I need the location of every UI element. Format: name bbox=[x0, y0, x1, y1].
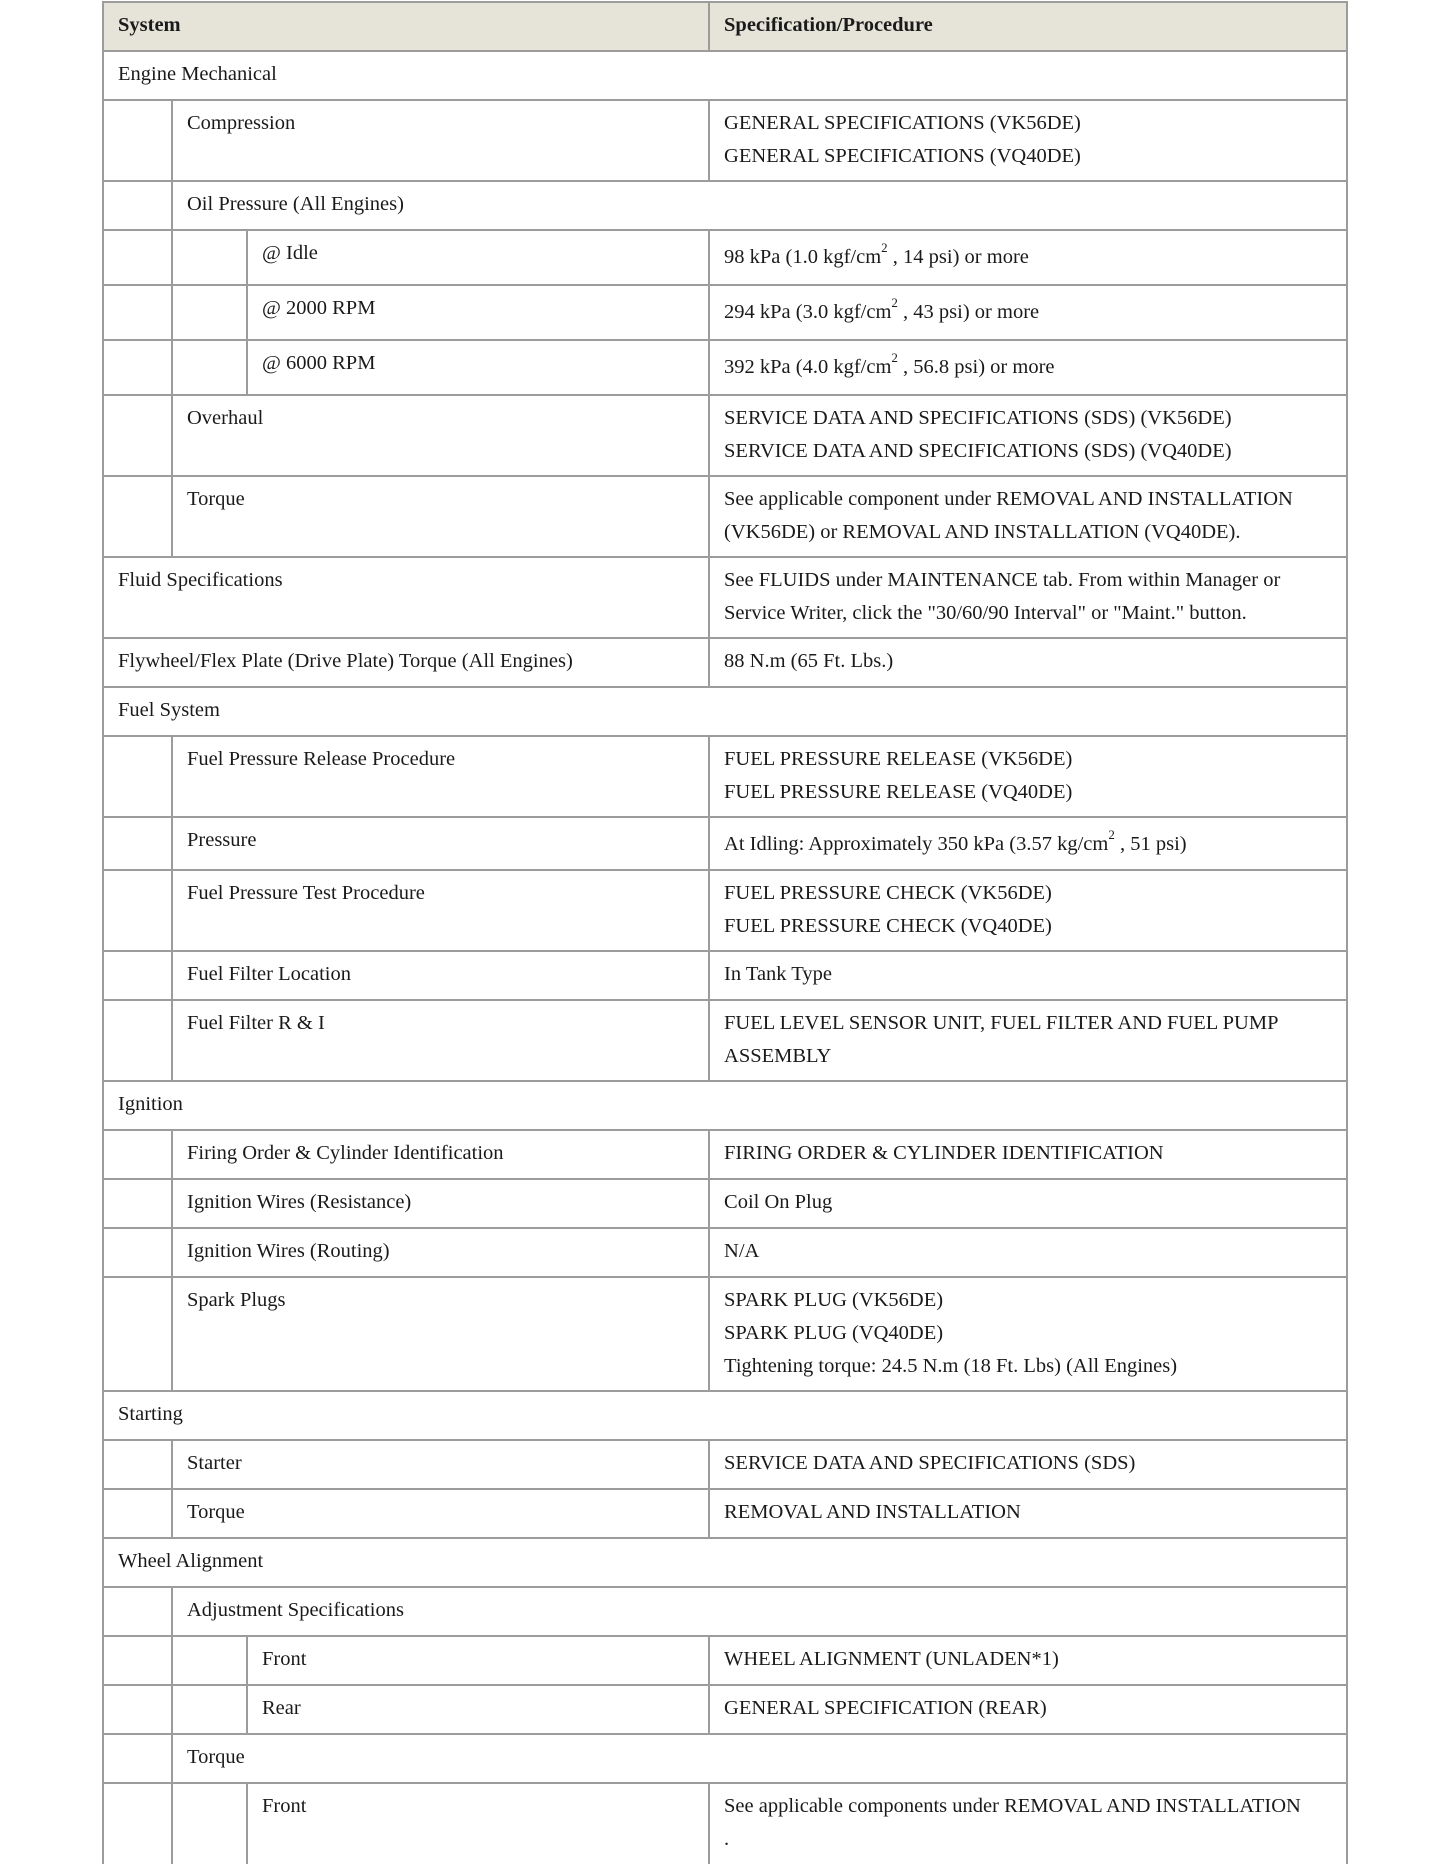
section-row-ignition bbox=[103, 1081, 1347, 1130]
row-label: Firing Order & Cylinder Identification bbox=[172, 1130, 709, 1179]
table-row bbox=[103, 285, 1347, 340]
table-row bbox=[103, 1228, 1347, 1277]
section-row-engine-mechanical bbox=[103, 51, 1347, 100]
row-spec bbox=[709, 870, 1347, 951]
subsection-heading: Torque bbox=[172, 1734, 1347, 1783]
row-label: @ Idle bbox=[247, 230, 709, 285]
row-spec: WHEEL ALIGNMENT (UNLADEN*1) bbox=[709, 1636, 1347, 1685]
subsection-heading: Oil Pressure (All Engines) bbox=[172, 181, 1347, 230]
row-spec: 88 N.m (65 Ft. Lbs.) bbox=[709, 638, 1347, 687]
table-row bbox=[103, 230, 1347, 285]
row-label: @ 2000 RPM bbox=[247, 285, 709, 340]
row-label: @ 6000 RPM bbox=[247, 340, 709, 395]
spec-line: FUEL PRESSURE RELEASE (VQ40DE) bbox=[724, 781, 1073, 803]
table-row bbox=[103, 1783, 1347, 1864]
row-label: Fuel Pressure Test Procedure bbox=[172, 870, 709, 951]
row-spec: 98 kPa (1.0 kgf/$cm^2$ , 14 psi) or more bbox=[709, 230, 1347, 285]
row-spec: N/A bbox=[709, 1228, 1347, 1277]
spec-line: GENERAL SPECIFICATIONS (VQ40DE) bbox=[724, 145, 1081, 167]
section-row-wheel-alignment bbox=[103, 1538, 1347, 1587]
row-label: Fuel Filter Location bbox=[172, 951, 709, 1000]
row-spec: 294 kPa (3.0 kgf/$cm^2$ , 43 psi) or more bbox=[709, 285, 1347, 340]
table-row bbox=[103, 1734, 1347, 1783]
spec-line: FUEL PRESSURE RELEASE (VK56DE) bbox=[724, 748, 1073, 770]
table-row bbox=[103, 1277, 1347, 1391]
row-label: Flywheel/Flex Plate (Drive Plate) Torque (All Engines) bbox=[103, 638, 709, 687]
row-label: Starter bbox=[172, 1440, 709, 1489]
table-row bbox=[103, 395, 1347, 476]
table-row bbox=[103, 1685, 1347, 1734]
table-row bbox=[103, 1179, 1347, 1228]
row-spec: See FLUIDS under MAINTENANCE tab. From within Manager or Service Writer, click the "30/60/90 Interval" or "Maint." button. bbox=[709, 557, 1347, 638]
row-label: Ignition Wires (Routing) bbox=[172, 1228, 709, 1277]
table-row bbox=[103, 557, 1347, 638]
row-spec: SERVICE DATA AND SPECIFICATIONS (SDS) bbox=[709, 1440, 1347, 1489]
table-row bbox=[103, 181, 1347, 230]
row-spec bbox=[709, 736, 1347, 817]
row-spec: GENERAL SPECIFICATION (REAR) bbox=[709, 1685, 1347, 1734]
row-spec bbox=[709, 1277, 1347, 1391]
system-column-header: System bbox=[103, 2, 709, 51]
row-spec: 392 kPa (4.0 kgf/$cm^2$ , 56.8 psi) or more bbox=[709, 340, 1347, 395]
row-label: Torque bbox=[172, 1489, 709, 1538]
row-spec: See applicable component under REMOVAL AND INSTALLATION (VK56DE) or REMOVAL AND INSTALLATION (VQ40DE). bbox=[709, 476, 1347, 557]
row-label: Compression bbox=[172, 100, 709, 181]
section-heading: Starting bbox=[103, 1391, 1347, 1440]
row-label: Fuel Filter R & I bbox=[172, 1000, 709, 1081]
spec-line: Tightening torque: 24.5 N.m (18 Ft. Lbs) (All Engines) bbox=[724, 1355, 1178, 1377]
table-row bbox=[103, 736, 1347, 817]
table-row bbox=[103, 817, 1347, 870]
section-row-fuel-system bbox=[103, 687, 1347, 736]
specification-table bbox=[102, 1, 1348, 1864]
row-label: Fuel Pressure Release Procedure bbox=[172, 736, 709, 817]
section-heading: Fuel System bbox=[103, 687, 1347, 736]
row-label: Front bbox=[247, 1783, 709, 1864]
table-row bbox=[103, 340, 1347, 395]
row-spec: In Tank Type bbox=[709, 951, 1347, 1000]
spec-line: SERVICE DATA AND SPECIFICATIONS (SDS) (VK56DE) bbox=[724, 407, 1232, 429]
table-row bbox=[103, 1130, 1347, 1179]
row-label: Overhaul bbox=[172, 395, 709, 476]
row-spec: REMOVAL AND INSTALLATION bbox=[709, 1489, 1347, 1538]
row-spec: At Idling: Approximately 350 kPa (3.57 $kg/cm^2$ , 51 psi) bbox=[709, 817, 1347, 870]
subsection-heading: Adjustment Specifications bbox=[172, 1587, 1347, 1636]
row-label: Fluid Specifications bbox=[103, 557, 709, 638]
table-header-row bbox=[103, 2, 1347, 51]
spec-line: . bbox=[724, 1828, 730, 1850]
section-heading: Engine Mechanical bbox=[103, 51, 1347, 100]
spec-line: SPARK PLUG (VQ40DE) bbox=[724, 1322, 944, 1344]
spec-line: GENERAL SPECIFICATIONS (VK56DE) bbox=[724, 112, 1081, 134]
section-row-starting bbox=[103, 1391, 1347, 1440]
spec-line: See applicable components under REMOVAL AND INSTALLATION bbox=[724, 1795, 1301, 1817]
table-row bbox=[103, 476, 1347, 557]
table-row bbox=[103, 870, 1347, 951]
row-spec bbox=[709, 100, 1347, 181]
spec-line: SPARK PLUG (VK56DE) bbox=[724, 1289, 944, 1311]
row-spec bbox=[709, 395, 1347, 476]
spec-line: FUEL PRESSURE CHECK (VK56DE) bbox=[724, 882, 1052, 904]
table-row bbox=[103, 638, 1347, 687]
row-label: Ignition Wires (Resistance) bbox=[172, 1179, 709, 1228]
spec-line: FUEL PRESSURE CHECK (VQ40DE) bbox=[724, 915, 1052, 937]
section-heading: Wheel Alignment bbox=[103, 1538, 1347, 1587]
table-row bbox=[103, 1587, 1347, 1636]
row-label: Torque bbox=[172, 476, 709, 557]
table-row bbox=[103, 100, 1347, 181]
row-spec bbox=[709, 1783, 1347, 1864]
row-label: Front bbox=[247, 1636, 709, 1685]
table-row bbox=[103, 1636, 1347, 1685]
row-spec: FIRING ORDER & CYLINDER IDENTIFICATION bbox=[709, 1130, 1347, 1179]
row-spec: Coil On Plug bbox=[709, 1179, 1347, 1228]
row-label: Rear bbox=[247, 1685, 709, 1734]
table-row bbox=[103, 1489, 1347, 1538]
row-label: Pressure bbox=[172, 817, 709, 870]
row-label: Spark Plugs bbox=[172, 1277, 709, 1391]
spec-column-header: Specification/Procedure bbox=[709, 2, 1347, 51]
row-spec: FUEL LEVEL SENSOR UNIT, FUEL FILTER AND FUEL PUMP ASSEMBLY bbox=[709, 1000, 1347, 1081]
section-heading: Ignition bbox=[103, 1081, 1347, 1130]
table-row bbox=[103, 1000, 1347, 1081]
spec-line: SERVICE DATA AND SPECIFICATIONS (SDS) (VQ40DE) bbox=[724, 440, 1232, 462]
table-row bbox=[103, 951, 1347, 1000]
table-row bbox=[103, 1440, 1347, 1489]
